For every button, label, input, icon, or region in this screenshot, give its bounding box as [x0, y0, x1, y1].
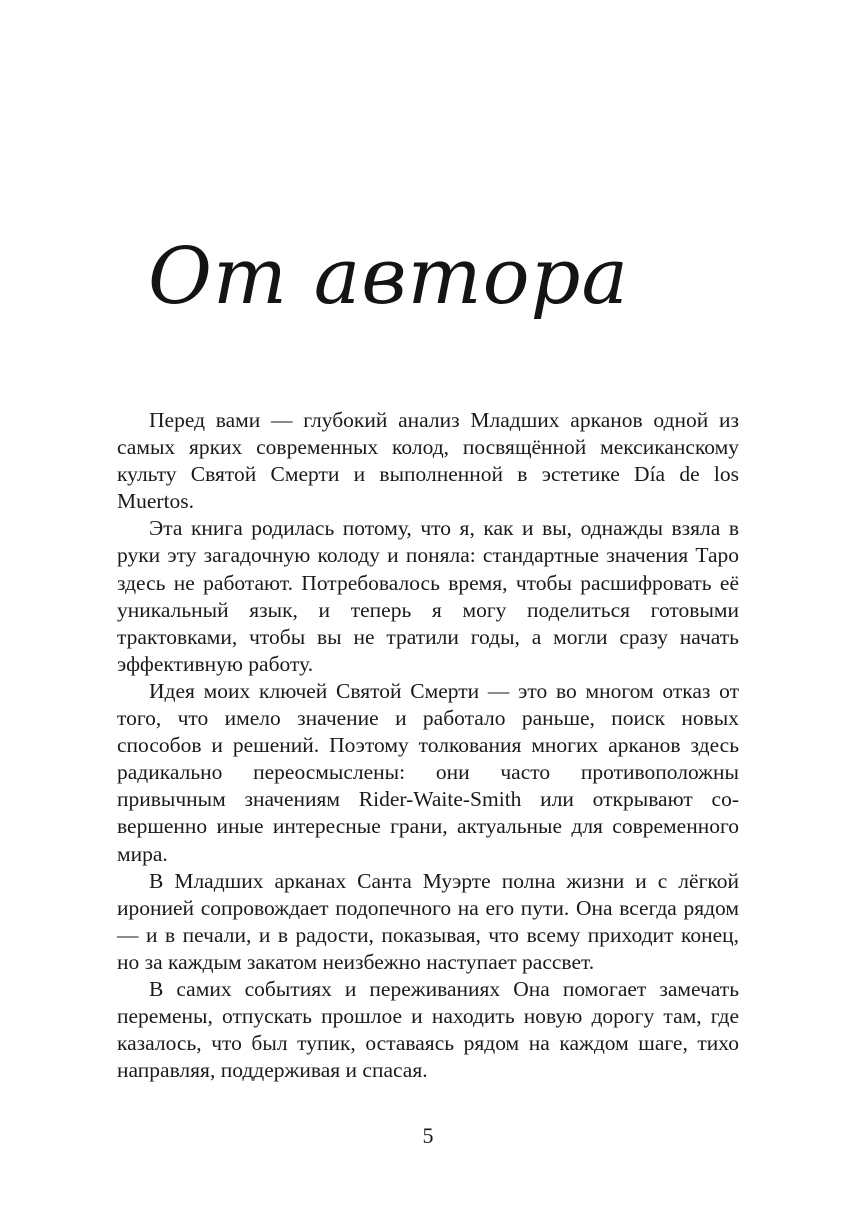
- page-number: 5: [422, 1123, 434, 1148]
- paragraph-4: В Младших арканах Санта Муэрте полна жизни и с лёгкой иронией сопровождает подопечного на его пути. Она всегда рядом — и в печали, и в радости, показывая, что всему приходит конец, но за каждым закатом неизбежно наступает рассвет.: [117, 868, 739, 974]
- paragraph-5: В самих событиях и переживаниях Она помогает замечать перемены, отпускать прошлое и находить новую дорогу там, где казалось, что был тупик, оставаясь рядом на каждом шаге, тихо направляя, поддерживая и спасая.: [117, 976, 739, 1083]
- chapter-title: От автора: [148, 232, 629, 322]
- paragraph-3: Идея моих ключей Святой Смерти — это во многом отказ от того, что имело значение и работало раньше, поиск новых способов и решений. Поэтому толкования многих арканов здесь радикально переосмыслены: они часто противоположны привычным значениям Rider-Waite-Smith или открывают совершенно иные интересные грани, актуальные для современного мира.: [117, 678, 739, 866]
- paragraph-1: Перед вами — глубокий анализ Младших арканов одной из самых ярких современных колод, посвящённой мексиканскому культу Святой Смерти и выполненной в эстетике Día de los Muertos.: [117, 408, 739, 514]
- chapter-body: [117, 407, 739, 1084]
- paragraph-2: Эта книга родилась потому, что я, как и вы, однажды взяла в руки эту загадочную колоду и поняла: стандартные значения Таро здесь не работают. Потребовалось время, чтобы расшифровать её уникальный язык, и теперь я могу поделиться готовыми трактовками, чтобы вы не тратили годы, а могли сразу начать эффективную работу.: [117, 516, 739, 676]
